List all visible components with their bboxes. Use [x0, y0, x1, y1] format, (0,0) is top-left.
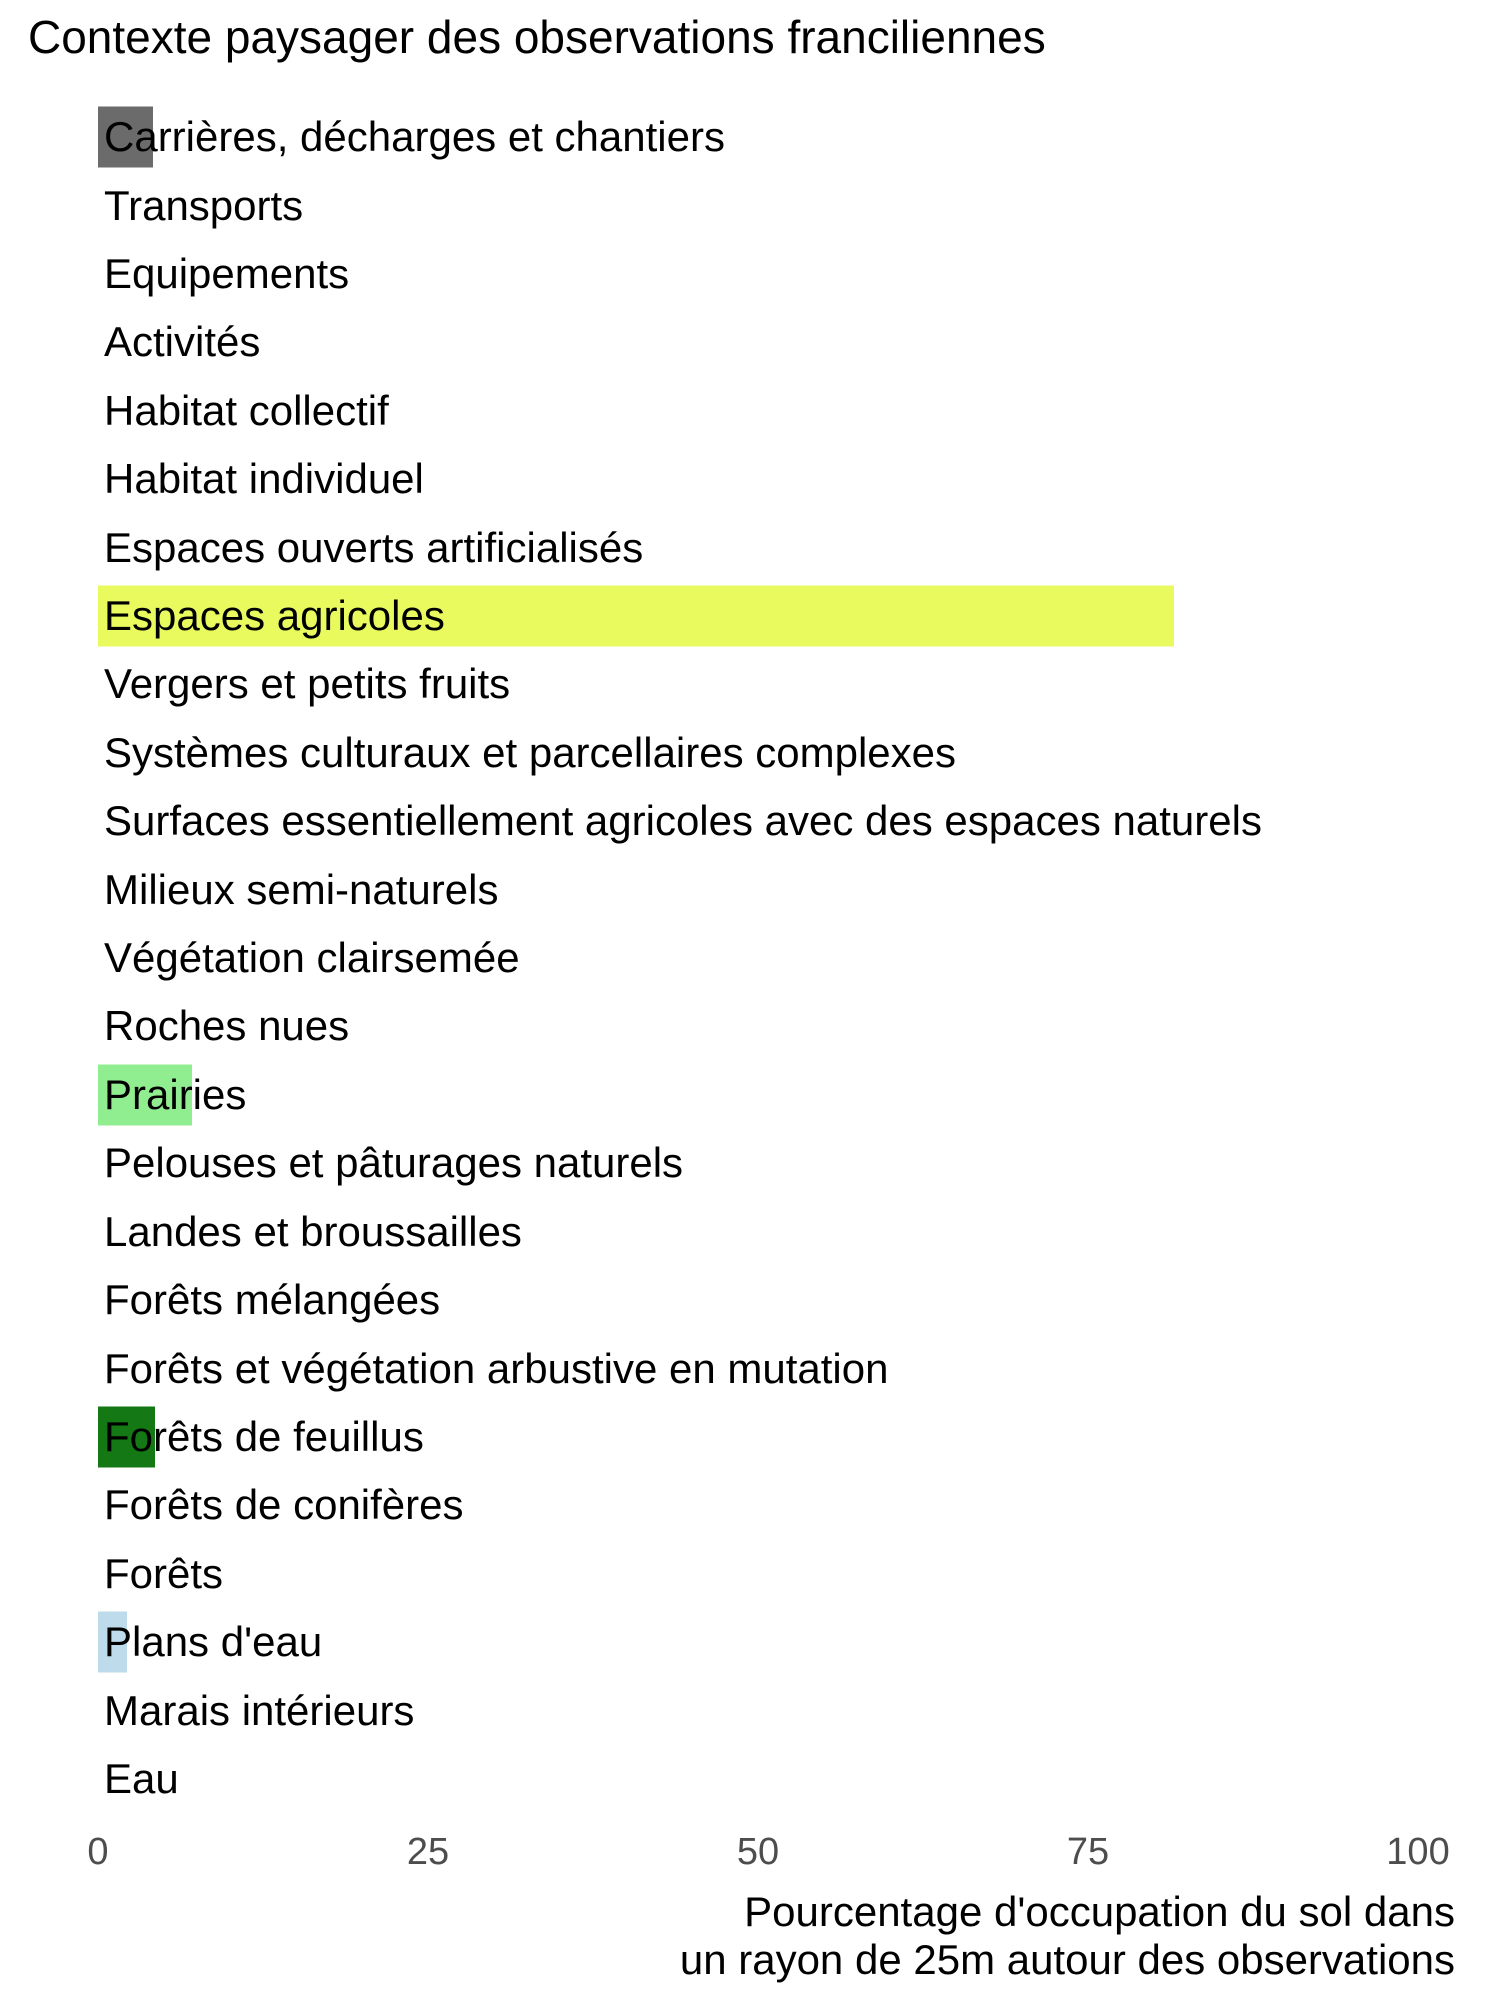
chart-row	[98, 308, 1418, 376]
category-label: Habitat individuel	[104, 455, 424, 503]
x-axis	[0, 1833, 1500, 1883]
category-label: Habitat collectif	[104, 386, 389, 434]
chart-row	[98, 1540, 1418, 1608]
category-label: Végétation clairsemée	[104, 934, 520, 982]
x-axis-title	[680, 1888, 1455, 1985]
chart-row	[98, 103, 1418, 171]
category-label: Espaces ouverts artificialisés	[104, 523, 644, 571]
chart-row	[98, 513, 1418, 581]
category-label: Forêts mélangées	[104, 1276, 441, 1324]
chart-row	[98, 1061, 1418, 1129]
x-tick-label: 75	[1066, 1831, 1110, 1873]
category-label: Carrières, décharges et chantiers	[104, 113, 725, 161]
chart-row	[98, 787, 1418, 855]
category-label: Vergers et petits fruits	[104, 660, 511, 708]
category-label: Forêts de conifères	[104, 1481, 464, 1529]
chart-row	[98, 1608, 1418, 1676]
chart-row	[98, 992, 1418, 1060]
category-label: Equipements	[104, 250, 350, 298]
x-axis-title-line2: un rayon de 25m autour des observations	[679, 1936, 1455, 1984]
category-label: Forêts et végétation arbustive en mutation	[104, 1344, 889, 1392]
plot-area	[98, 103, 1418, 1813]
x-tick-label: 0	[87, 1831, 109, 1873]
chart-row	[98, 1403, 1418, 1471]
chart-row	[98, 650, 1418, 718]
chart-row	[98, 855, 1418, 923]
category-label: Forêts de feuillus	[104, 1412, 424, 1460]
chart-row	[98, 240, 1418, 308]
chart-row	[98, 924, 1418, 992]
chart-row	[98, 445, 1418, 513]
category-label: Landes et broussailles	[104, 1207, 522, 1255]
category-label: Eau	[104, 1754, 179, 1802]
category-label: Pelouses et pâturages naturels	[104, 1139, 684, 1187]
chart-row	[98, 582, 1418, 650]
chart-row	[98, 1471, 1418, 1539]
category-label: Prairies	[104, 1070, 247, 1118]
category-label: Roches nues	[104, 1002, 350, 1050]
category-label: Activités	[104, 318, 261, 366]
chart-row	[98, 1745, 1418, 1813]
category-label: Forêts	[104, 1549, 224, 1597]
category-label: Systèmes culturaux et parcellaires complexes	[104, 728, 957, 776]
x-tick-label: 25	[406, 1831, 450, 1873]
chart-row	[98, 1266, 1418, 1334]
category-label: Marais intérieurs	[104, 1686, 415, 1734]
x-tick-label: 100	[1386, 1831, 1450, 1873]
chart-row	[98, 1198, 1418, 1266]
chart-row	[98, 1676, 1418, 1744]
x-axis-title-line1: Pourcentage d'occupation du sol dans	[744, 1888, 1455, 1935]
category-label: Transports	[104, 181, 304, 229]
chart-row	[98, 377, 1418, 445]
chart-title: Contexte paysager des observations franciliennes	[28, 11, 1046, 63]
chart-row	[98, 171, 1418, 239]
x-tick-label: 50	[736, 1831, 780, 1873]
chart-row	[98, 1334, 1418, 1402]
chart-row	[98, 719, 1418, 787]
category-label: Surfaces essentiellement agricoles avec des espaces naturels	[104, 797, 1262, 845]
category-label: Milieux semi-naturels	[104, 865, 499, 913]
category-label: Espaces agricoles	[104, 592, 445, 640]
category-label: Plans d'eau	[104, 1618, 323, 1666]
chart-row	[98, 1129, 1418, 1197]
